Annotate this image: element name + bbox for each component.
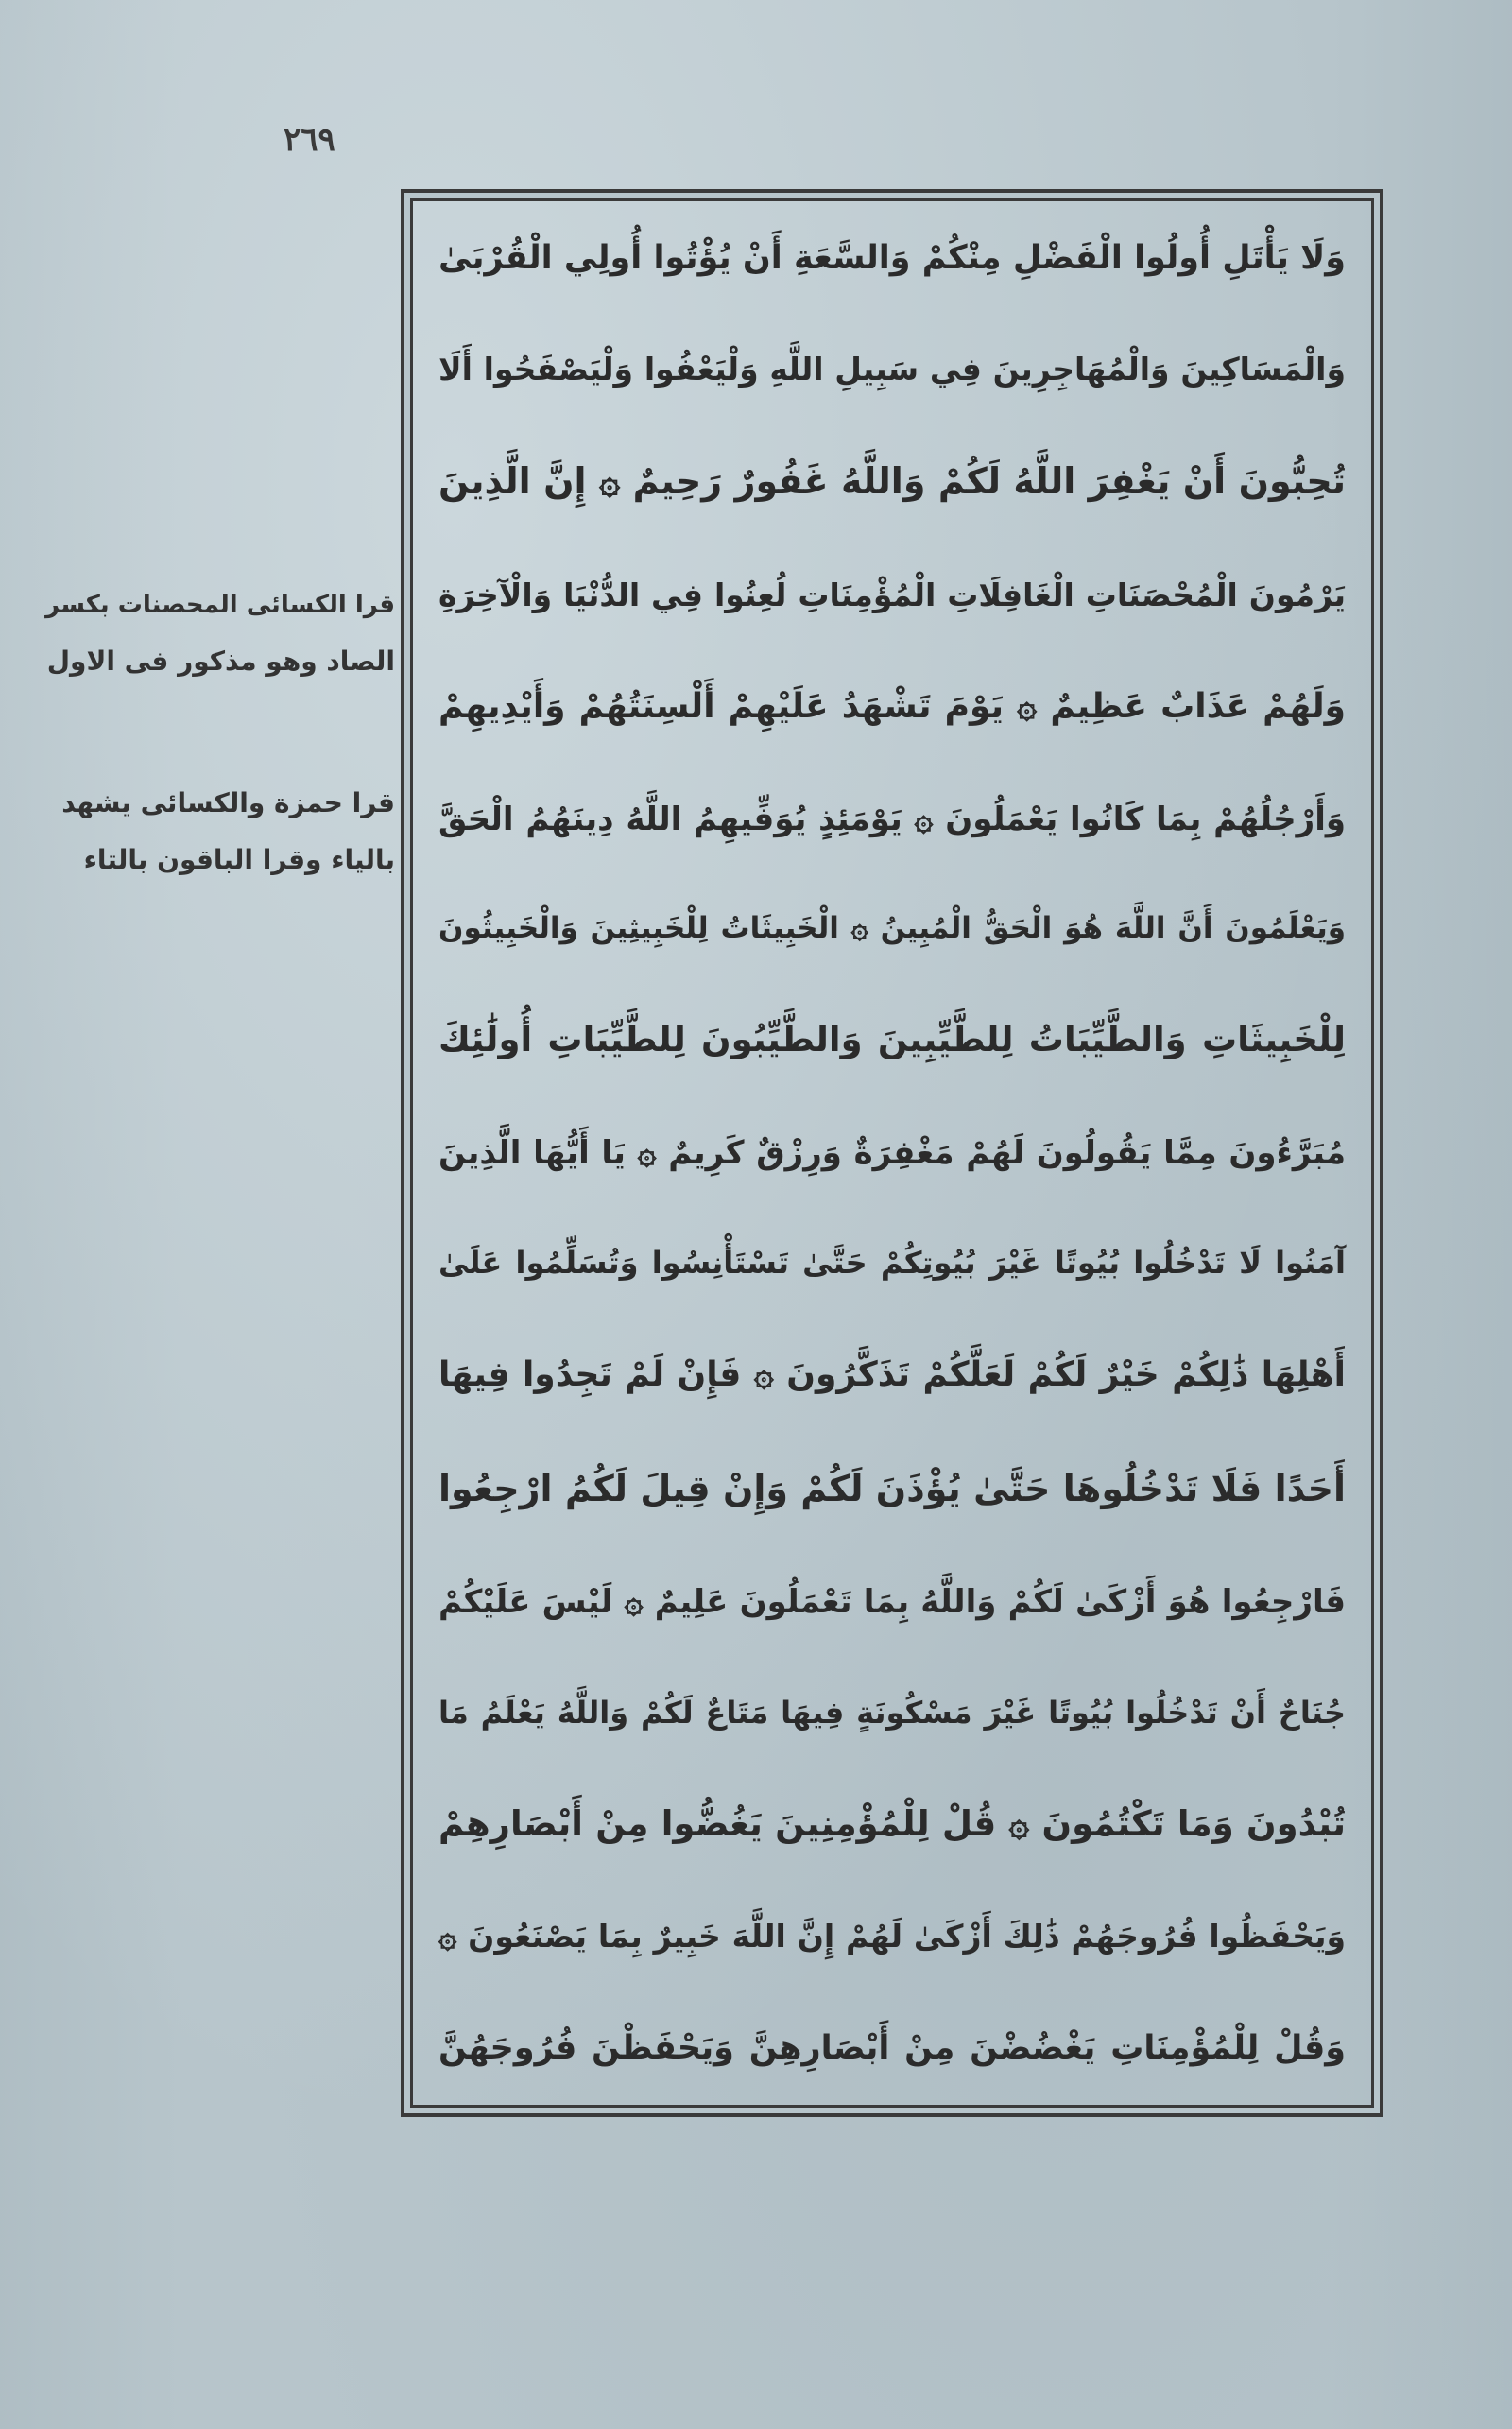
text-line: تُحِبُّونَ أَنْ يَغْفِرَ اللَّهُ لَكُمْ وَاللَّهُ غَفُورٌ رَحِيمٌ ۞ إِنَّ الَّذِينَ	[438, 460, 1346, 503]
margin-notes	[45, 577, 395, 973]
margin-note-line: الصاد وهو مذكور فى الاول	[46, 646, 395, 677]
text-line: مُبَرَّءُونَ مِمَّا يَقُولُونَ لَهُمْ مَغْفِرَةٌ وَرِزْقٌ كَرِيمٌ ۞ يَا أَيُّهَا الَّذِينَ	[438, 1133, 1346, 1172]
text-line: جُنَاحٌ أَنْ تَدْخُلُوا بُيُوتًا غَيْرَ مَسْكُونَةٍ فِيهَا مَتَاعٌ لَكُمْ وَاللَّهُ يَعْلَمُ مَا	[438, 1694, 1346, 1731]
text-line: آمَنُوا لَا تَدْخُلُوا بُيُوتًا غَيْرَ بُيُوتِكُمْ حَتَّىٰ تَسْتَأْنِسُوا وَتُسَلِّمُوا عَلَىٰ	[438, 1245, 1346, 1282]
text-frame	[401, 189, 1383, 2117]
margin-note-line: قرا الكسائى المحصنات بكسر	[45, 591, 395, 619]
text-line: وَالْمَسَاكِينَ وَالْمُهَاجِرِينَ فِي سَبِيلِ اللَّهِ وَلْيَعْفُوا وَلْيَصْفَحُوا أَلَا	[438, 350, 1346, 388]
margin-note	[45, 577, 395, 690]
text-line: يَرْمُونَ الْمُحْصَنَاتِ الْغَافِلَاتِ الْمُؤْمِنَاتِ لُعِنُوا فِي الدُّنْيَا وَالْآخِرَةِ	[438, 576, 1346, 613]
text-line: تُبْدُونَ وَمَا تَكْتُمُونَ ۞ قُلْ لِلْمُؤْمِنِينَ يَغُضُّوا مِنْ أَبْصَارِهِمْ	[438, 1803, 1346, 1845]
text-line: وَلَا يَأْتَلِ أُولُوا الْفَضْلِ مِنْكُمْ وَالسَّعَةِ أَنْ يُؤْتُوا أُولِي الْقُرْبَىٰ	[438, 239, 1346, 277]
text-line: وَلَهُمْ عَذَابٌ عَظِيمٌ ۞ يَوْمَ تَشْهَدُ عَلَيْهِمْ أَلْسِنَتُهُمْ وَأَيْدِيهِمْ	[438, 687, 1346, 727]
margin-note-line: قرا حمزة والكسائى يشهد	[61, 787, 395, 818]
page-number: ٢٦٩	[284, 121, 335, 159]
margin-note	[45, 775, 395, 888]
text-line: لِلْخَبِيثَاتِ وَالطَّيِّبَاتُ لِلطَّيِّبِينَ وَالطَّيِّبُونَ لِلطَّيِّبَاتِ أُولَٰئِكَ	[438, 1019, 1346, 1060]
margin-note-line: بالياء وقرا الباقون بالتاء	[83, 844, 395, 875]
text-line: وَيَحْفَظُوا فُرُوجَهُمْ ذَٰلِكَ أَزْكَىٰ لَهُمْ إِنَّ اللَّهَ خَبِيرٌ بِمَا يَصْنَعُونَ ۞	[438, 1918, 1346, 1955]
text-line: وَأَرْجُلُهُمْ بِمَا كَانُوا يَعْمَلُونَ ۞ يَوْمَئِذٍ يُوَفِّيهِمُ اللَّهُ دِينَهُمُ الْحَقَّ	[438, 800, 1346, 838]
text-line: أَهْلِهَا ذَٰلِكُمْ خَيْرٌ لَكُمْ لَعَلَّكُمْ تَذَكَّرُونَ ۞ فَإِنْ لَمْ تَجِدُوا فِيهَا	[438, 1354, 1346, 1394]
text-line: وَقُلْ لِلْمُؤْمِنَاتِ يَغْضُضْنَ مِنْ أَبْصَارِهِنَّ وَيَحْفَظْنَ فُرُوجَهُنَّ	[438, 2028, 1346, 2067]
text-line: أَحَدًا فَلَا تَدْخُلُوهَا حَتَّىٰ يُؤْذَنَ لَكُمْ وَإِنْ قِيلَ لَكُمُ ارْجِعُوا	[438, 1467, 1346, 1509]
text-line: وَيَعْلَمُونَ أَنَّ اللَّهَ هُوَ الْحَقُّ الْمُبِينُ ۞ الْخَبِيثَاتُ لِلْخَبِيثِينَ وَالْخَبِيثُونَ	[438, 911, 1346, 946]
main-text-body	[438, 238, 1346, 2068]
text-line: فَارْجِعُوا هُوَ أَزْكَىٰ لَكُمْ وَاللَّهُ بِمَا تَعْمَلُونَ عَلِيمٌ ۞ لَيْسَ عَلَيْكُمْ	[438, 1583, 1346, 1622]
